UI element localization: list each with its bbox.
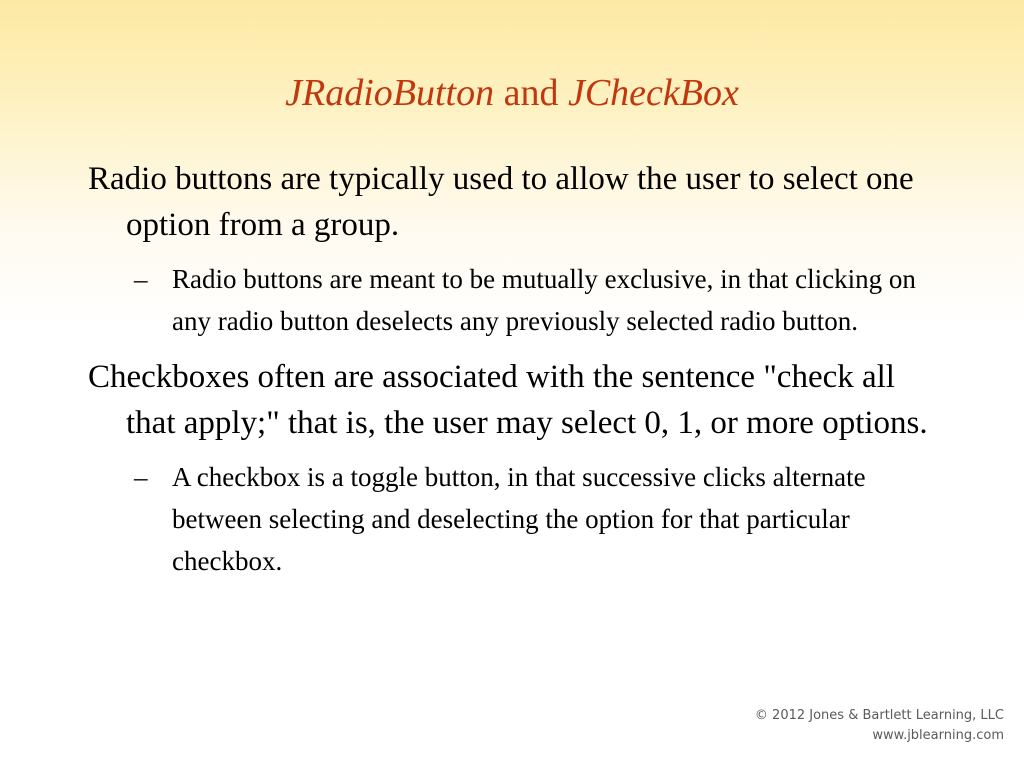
bullet-radio-buttons: Radio buttons are typically used to allow the user to select one option from a group.: [88, 161, 914, 243]
sub-bullet-checkbox-toggle: [88, 456, 948, 582]
sub-bullet-radio-exclusive: [88, 258, 948, 342]
copyright-text: © 2012 Jones & Bartlett Learning, LLC: [754, 708, 1004, 723]
copyright-footer: [755, 706, 1004, 746]
slide-title: [0, 72, 1024, 116]
slide-body: [88, 156, 948, 594]
bullet-checkboxes: Checkboxes often are associated with the sentence "check all that apply;" that is, the user may select 0, 1, or more options.: [88, 359, 928, 441]
website-text: www.jblearning.com: [872, 728, 1004, 743]
title-connector: and: [503, 72, 559, 114]
sub-bullet-text: A checkbox is a toggle button, in that successive clicks alternate between selecting and deselecting the option for that particular checkbox.: [172, 462, 866, 576]
dash-marker: –: [134, 264, 148, 294]
dash-marker: –: [134, 462, 148, 492]
title-jcheckbox: JCheckBox: [567, 72, 739, 114]
title-jradiobutton: JRadioButton: [285, 72, 495, 114]
sub-bullet-text: Radio buttons are meant to be mutually exclusive, in that clicking on any radio button deselects any previously selected radio button.: [172, 264, 916, 336]
